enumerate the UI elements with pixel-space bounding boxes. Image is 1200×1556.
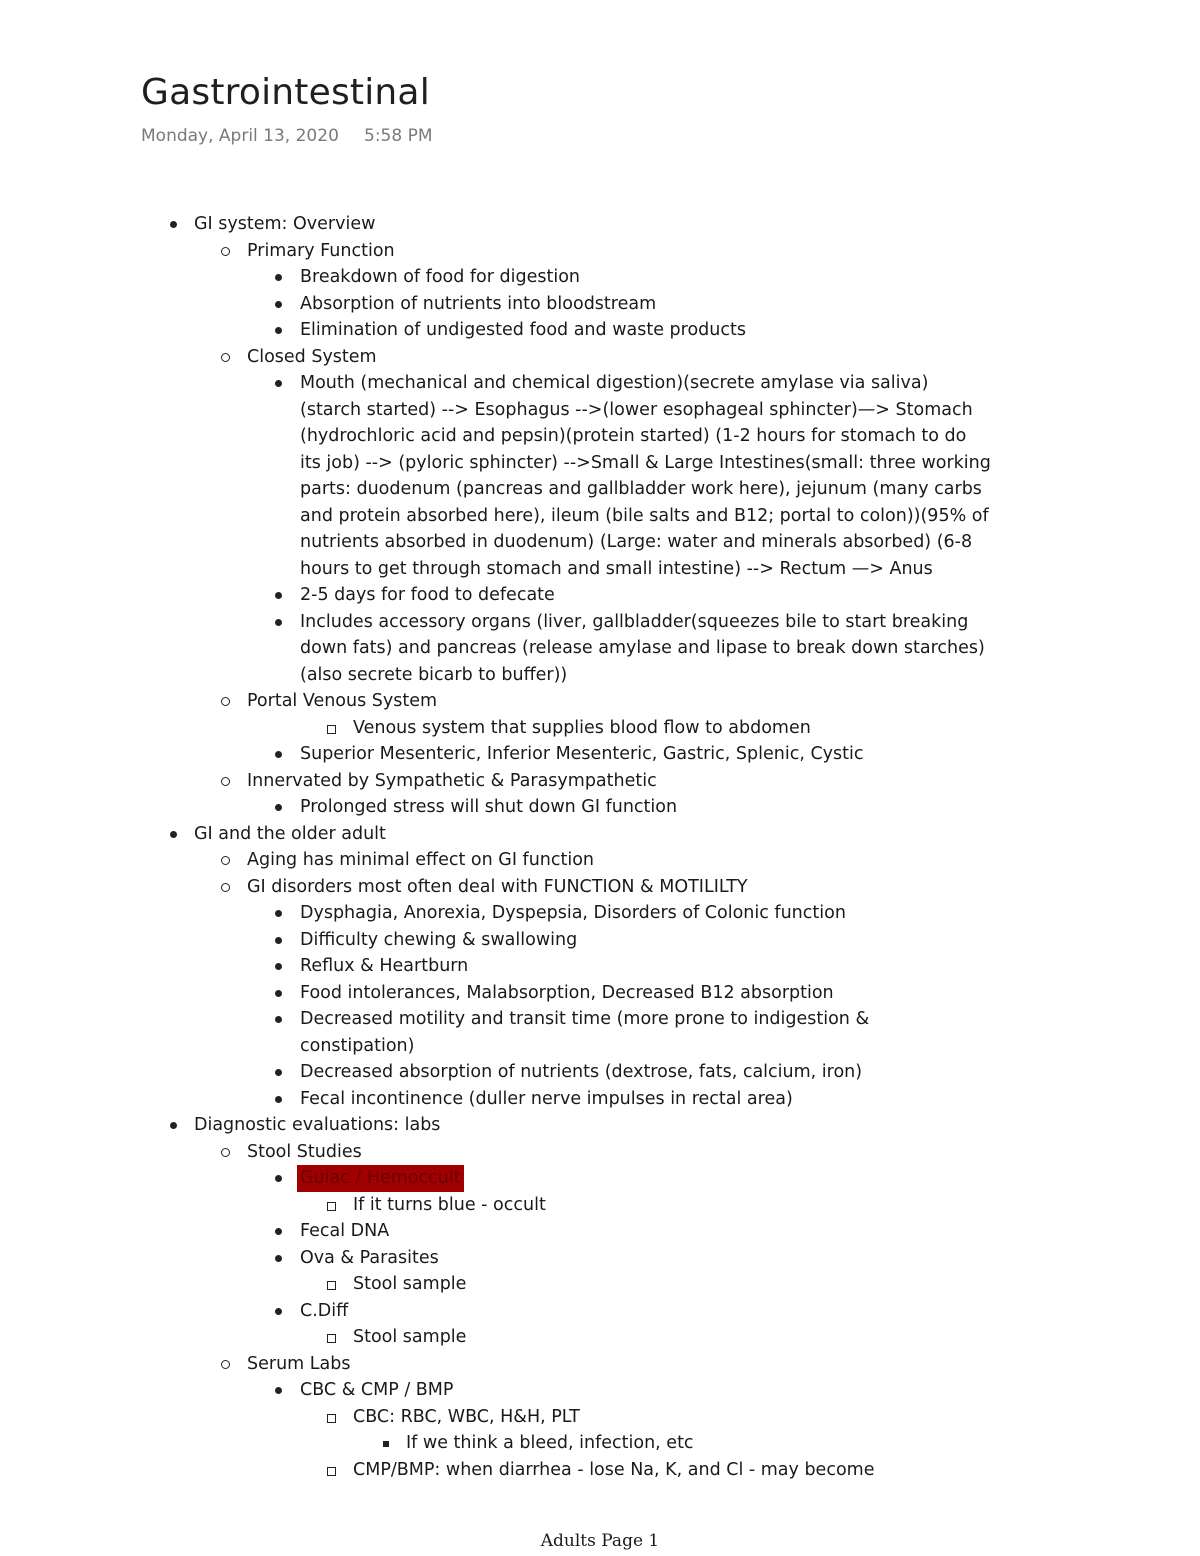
outline-line (0, 238, 1200, 265)
outline-line (0, 1192, 1200, 1219)
outline-line (0, 662, 1200, 689)
outline-text: Difficulty chewing & swallowing (300, 929, 578, 950)
outline-line (0, 1457, 1200, 1484)
bullet-dot-icon (275, 1228, 282, 1235)
outline-line (0, 1351, 1200, 1378)
notes-outline (0, 211, 1200, 1483)
outline-line (0, 1404, 1200, 1431)
outline-text: Prolonged stress will shut down GI function (300, 797, 678, 817)
bullet-dot-icon (275, 327, 282, 334)
bullet-dot-icon (275, 1308, 282, 1315)
outline-line (0, 1298, 1200, 1325)
outline-line (0, 503, 1200, 530)
bullet-dot-icon (170, 221, 177, 228)
bullet-dot-icon (275, 1255, 282, 1262)
outline-line (0, 635, 1200, 662)
outline-text: GI system: Overview (194, 214, 376, 234)
outline-line (0, 821, 1200, 848)
outline-text: Elimination of undigested food and waste products (300, 320, 746, 340)
outline-line (0, 476, 1200, 503)
outline-line (0, 715, 1200, 742)
bullet-dot-icon (275, 592, 282, 599)
outline-text: Reflux & Heartburn (300, 956, 469, 976)
outline-line (0, 1059, 1200, 1086)
outline-text: Mouth (mechanical and chemical digestion)(secrete amylase via saliva) (300, 373, 929, 393)
outline-text: Closed System (247, 346, 377, 367)
bullet-circle-icon (221, 247, 230, 256)
outline-line (0, 1165, 1200, 1192)
outline-text: parts: duodenum (pancreas and gallbladder work here), jejunum (many carbs (300, 479, 982, 499)
bullet-dot-icon (275, 804, 282, 811)
outline-text: Diagnostic evaluations: labs (194, 1115, 441, 1135)
outline-text: Ova & Parasites (300, 1247, 439, 1268)
bullet-dot-icon (275, 380, 282, 387)
outline-text: Serum Labs (247, 1353, 351, 1374)
outline-text: CBC: RBC, WBC, H&H, PLT (353, 1406, 580, 1427)
bullet-circle-icon (221, 883, 230, 892)
outline-text: C.Diff (300, 1300, 349, 1321)
outline-text: If it turns blue - occult (353, 1194, 546, 1215)
outline-line (0, 874, 1200, 901)
outline-text: (hydrochloric acid and pepsin)(protein started) (1-2 hours for stomach to do (300, 426, 967, 446)
bullet-square-icon (327, 1467, 336, 1476)
outline-text: Venous system that supplies blood flow to abdomen (353, 717, 811, 738)
outline-line (0, 1245, 1200, 1272)
outline-line (0, 688, 1200, 715)
outline-line (0, 1377, 1200, 1404)
outline-line (0, 1112, 1200, 1139)
outline-line (0, 529, 1200, 556)
outline-text: Decreased motility and transit time (more prone to indigestion & (300, 1009, 870, 1029)
bullet-dot-icon (275, 1096, 282, 1103)
bullet-dot-icon (275, 910, 282, 917)
bullet-circle-icon (221, 353, 230, 362)
outline-text: Superior Mesenteric, Inferior Mesenteric, Gastric, Splenic, Cystic (300, 744, 864, 764)
outline-text: Breakdown of food for digestion (300, 267, 581, 287)
bullet-dot-icon (275, 1175, 282, 1182)
outline-line (0, 1430, 1200, 1457)
outline-text: CMP/BMP: when diarrhea - lose Na, K, and Cl - may become (353, 1459, 875, 1480)
bullet-dot-icon (275, 274, 282, 281)
outline-line (0, 900, 1200, 927)
bullet-circle-icon (221, 777, 230, 786)
outline-line (0, 953, 1200, 980)
bullet-square-icon (327, 1414, 336, 1423)
bullet-circle-icon (221, 856, 230, 865)
outline-text: GI and the older adult (194, 823, 386, 844)
outline-text: 2-5 days for food to defecate (300, 585, 555, 605)
bullet-dot-icon (170, 831, 177, 838)
bullet-circle-icon (221, 697, 230, 706)
bullet-dot-icon (275, 751, 282, 758)
outline-text: Aging has minimal effect on GI function (247, 850, 595, 870)
outline-text: Stool Studies (247, 1141, 362, 1162)
outline-line (0, 927, 1200, 954)
outline-line (0, 344, 1200, 371)
outline-text: Absorption of nutrients into bloodstream (300, 293, 657, 314)
outline-text: Fecal incontinence (duller nerve impulses in rectal area) (300, 1088, 793, 1109)
bullet-filled-square-icon (383, 1441, 389, 1447)
outline-text: Decreased absorption of nutrients (dextrose, fats, calcium, iron) (300, 1062, 863, 1082)
outline-line (0, 1271, 1200, 1298)
outline-line (0, 768, 1200, 795)
bullet-dot-icon (275, 1016, 282, 1023)
outline-text: GI disorders most often deal with FUNCTION & MOTILILTY (247, 876, 748, 897)
outline-line (0, 1006, 1200, 1033)
outline-line (0, 370, 1200, 397)
bullet-square-icon (327, 1281, 336, 1290)
outline-line (0, 1324, 1200, 1351)
outline-line (0, 582, 1200, 609)
outline-line (0, 291, 1200, 318)
bullet-dot-icon (275, 990, 282, 997)
bullet-dot-icon (275, 301, 282, 308)
bullet-circle-icon (221, 1360, 230, 1369)
bullet-dot-icon (275, 1069, 282, 1076)
outline-text: (starch started) --> Esophagus -->(lower esophageal sphincter)—> Stomach (300, 399, 973, 420)
outline-text: Dysphagia, Anorexia, Dyspepsia, Disorders of Colonic function (300, 903, 846, 923)
bullet-square-icon (327, 725, 336, 734)
outline-text: Fecal DNA (300, 1221, 390, 1241)
bullet-dot-icon (170, 1122, 177, 1129)
outline-text: hours to get through stomach and small intestine) --> Rectum —> Anus (300, 558, 933, 579)
outline-line (0, 423, 1200, 450)
outline-text: (also secrete bicarb to buffer)) (300, 664, 568, 685)
outline-line (0, 211, 1200, 238)
outline-line (0, 1218, 1200, 1245)
outline-line (0, 741, 1200, 768)
bullet-circle-icon (221, 1148, 230, 1157)
outline-text: Stool sample (353, 1327, 467, 1347)
outline-line (0, 794, 1200, 821)
outline-text: Food intolerances, Malabsorption, Decreased B12 absorption (300, 982, 834, 1003)
outline-text: CBC & CMP / BMP (300, 1380, 454, 1400)
bullet-square-icon (327, 1334, 336, 1343)
outline-line (0, 397, 1200, 424)
outline-text: Stool sample (353, 1274, 467, 1294)
highlighted-text: Guiac / Hemoccult (297, 1165, 464, 1192)
bullet-dot-icon (275, 1387, 282, 1394)
outline-text: and protein absorbed here), ileum (bile salts and B12; portal to colon))(95% of (300, 505, 989, 526)
outline-text: Portal Venous System (247, 691, 438, 711)
outline-line (0, 1139, 1200, 1166)
outline-line (0, 450, 1200, 477)
bullet-dot-icon (275, 619, 282, 626)
outline-text: down fats) and pancreas (release amylase and lipase to break down starches) (300, 638, 985, 658)
outline-text: Includes accessory organs (liver, gallbladder(squeezes bile to start breaking (300, 611, 969, 632)
outline-line (0, 1033, 1200, 1060)
outline-text: constipation) (300, 1035, 415, 1056)
outline-line (0, 1086, 1200, 1113)
bullet-dot-icon (275, 937, 282, 944)
outline-text: its job) --> (pyloric sphincter) -->Small & Large Intestines(small: three working (300, 452, 991, 473)
note-date: Monday, April 13, 2020 (141, 126, 339, 146)
outline-line (0, 317, 1200, 344)
page-title: Gastrointestinal (141, 72, 430, 113)
bullet-square-icon (327, 1202, 336, 1211)
outline-text: If we think a bleed, infection, etc (406, 1433, 694, 1453)
outline-line (0, 556, 1200, 583)
note-time: 5:58 PM (364, 126, 433, 146)
outline-text: Primary Function (247, 240, 395, 261)
outline-line (0, 980, 1200, 1007)
outline-line (0, 847, 1200, 874)
outline-line (0, 264, 1200, 291)
page-footer: Adults Page 1 (540, 1531, 660, 1551)
outline-line (0, 609, 1200, 636)
outline-text: nutrients absorbed in duodenum) (Large: water and minerals absorbed) (6-8 (300, 532, 973, 552)
bullet-dot-icon (275, 963, 282, 970)
outline-text: Innervated by Sympathetic & Parasympathetic (247, 770, 657, 791)
